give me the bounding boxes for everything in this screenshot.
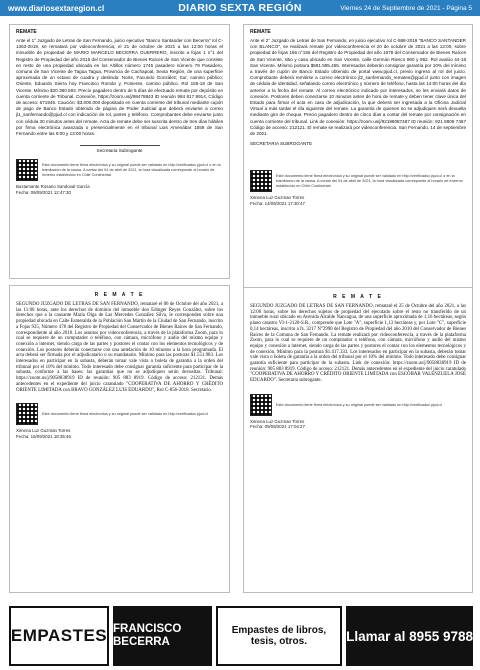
- signer-name: Ximena Luz Guzman Torres: [16, 428, 71, 434]
- notice-body: SEGUNDO JUZGADO DE LETRAS DE SAN FERNANDO, remataré el 25 de Octubre del año 2021, a las 12:00 horas, sobre los derechos sujetos de propiedad del ejecutado sobre el resto no transferido de un inmueble rural ubicado en Avenida Alcalde Nancagua, de una superficie aproximada de 1,16 hectáreas, según plano catastro VI-1-2120-S.R., comprende que Lote "A", superficie 1,13 hectáreas y, por Lote "C", superficie 0,14 hectáreas, inscrito a fs. 3217 N°2990 del Registro de Propiedad del año 2010 del Conservador de Bienes Raíces de la Comuna de San Fernando. La remate realizará por videoconferencia, a través de la plataforma Zoom, para lo cual se requiere de un computador o teléfono, con cámara, micrófono y audio del mismo equipo y conexión a internet, siendo carga de las partes y postores el contar con los elementos tecnológicos y de conexión. Mínimo para la postura $1.417.333. Los interesados en participar en la subasta, deberán tomar vale vista o boleta de garantía a la orden del tribunal por el 10% del mínimo. Todo interesado debe consignar garantía suficiente para participar de la subasta. Link de conexión: https://zoom.us/j/9058838919 ID de reunión: 905 883 8919. Código de acceso: 212121. Demás antecedentes en el expediente del juicio caratulado "COOPERATIVA DE AHORRO Y CRÉDITO ORIENTE LIMITADA con ESCOBAR VALENZUELA JOSÉ EDUARDO". Secretaria subrogante.: [250, 304, 466, 384]
- signer-name: Ximena Luz Guzman Torres: [250, 195, 305, 201]
- signature-block: [250, 141, 466, 146]
- signer-title: Secretaria Subrogante: [96, 148, 143, 154]
- notice-body: Ante el 2° Juzgado de Letras de San Fernando, en juicio ejecutivo rol C-588-2019 "BANCO SANTANDER con BLANCO", se realizará remate por videoconferencia el 20 de octubre de 2021 a las 12:00, sobre propiedad de fojas 186 n°155 del Registro de Propiedad del año 1978 del Conservador de Bienes Raíces de San Vicente, sitio y casa ubicado en San Vicente, calle Germán Riesco 960 y 962. Rol avalúo 44-18 San Vicente. Mínimo postura $591.595.455. Interesados deberán consignar garantía por 10% del mínimo a través de cupón de Banco Estado obtenido de portal www.pjud.cl, previo ingreso al rol del juicio. Comprobante deberá remitirse a correo electrónico jl2_sanfernando_remates@pjud.cl junto con imagen de cédula de identidad, señalando correo electrónico y número de teléfono, hasta las 14:00 horas del día anterior a la fecha del remate. Al correo electrónico indicado por interesados, se les enviará datos de conexión. Postores deben conectarse 10 minutos antes de hora de remate y deben tener clave única del Estado para firmar el acta en caso de adjudicación, la que deberá ser ingresada a la Oficina Judicial Virtual a más tardar el día siguiente del remate. La garantía de quienes no se adjudiquen será devuelta mediante giro de cheque. Precio pagadero dentro de cinco días a contar del remate por consignación en cuenta corriente del tribunal. Link de conexión: https://zoom.us/j/92188087467 ID reunión: 921 8808 7467 Código de acceso: 212121. El remate se realizará por videoconferencia. San Fernando, 14 de septiembre de 2021.: [250, 38, 466, 137]
- site-url: www.diariosextaregion.cl: [8, 3, 105, 13]
- notice-title: R E M A T E: [333, 294, 383, 300]
- ad-brand: EMPASTES: [9, 606, 109, 666]
- signature-block: [16, 145, 223, 153]
- signed-date: Fecha: 14/09/2021 17:30:47: [250, 200, 305, 206]
- e-signature-stamp: [16, 159, 223, 181]
- advertisement-banner: [9, 606, 473, 666]
- signer-name: Ximena Luz Guzman Torres: [250, 418, 305, 424]
- e-signature-stamp: [16, 403, 223, 425]
- notice-remate-3: [9, 285, 230, 593]
- signer-name: Bustamante Rosario Sandoval García: [16, 184, 90, 190]
- notice-title: R E M A T E: [94, 292, 145, 298]
- stamp-text: Este documento tiene firma electrónica y su original puede ser validado en http://verificadoc.pjud.cl o en la tramitación de la causa. A contar del 04 de abril de 2021, la hora visualizada corresponde al horario de invierno establecido en Chile Continental.: [276, 174, 463, 188]
- ad-owner: FRANCISCO BECERRA: [113, 606, 212, 666]
- page-header: [0, 0, 480, 16]
- signed-date: Fecha: 09/09/2021 17:04:27: [250, 424, 305, 430]
- notice-body: Ante el 1° Juzgado de Letras de San Fernando, juicio ejecutivo "Banco Santander con Becerra" rol C-1363-2019, se rematará por videoconferencia, el 21 de octubre de 2021 a las 12:00 horas el inmueble de propiedad de MARIO MARCELO BECERRA GUERRERO, inscrito a fojas 1 n°1 del Registro de Propiedad del año 2015 del Conservador de Bienes Raíces de San Vicente que consiste en resto de una propiedad ubicada en los Altillos número 1745 pasadero número 79 Pasadero, comuna de San Vicente de Tagua Tagua, Provincia de Cachapoal, Sexta Región, de una superficie aproximada de un octavo de cuadra y deslinda: Norte, Facundo González; Sur, camino público; Oriente, Eduardo Sierra hoy Francisco Román y, Poniente, camino público. Rol 155-18 de San Vicente. Mínimo $20.380.593. Precio pagadero dentro de 5 días de efectuado remate por depósito en cuenta corriente de Tribunal. Conexión, https://zoom.us/j/98478843 ID reunión 984 817 8914, Código de acceso: 671946. Caución: $3.000.000 depositado en cuenta corriente del tribunal mediante cupón de pago de Banco Estado obtenido de página de Poder Judicial que deberá enviarse a correo jl1_sanfernando@pjud.cl con indicación de rol, partes y teléfono. Comprobantes debe enviarse junto con cédula 30 minutos antes del remate. Acta de remate debe ser suscrita dentro de tres días hábiles por firma electrónica avanzada o presencialmente en el tribunal Luis Amenábar 1559 de San Fernando entre las 9:00 y 13:00 horas.: [16, 38, 223, 137]
- signed-date: Fecha: 09/09/2021 12:47:30: [16, 189, 71, 195]
- notice-title: REMATE: [16, 29, 37, 35]
- newspaper-name: DIARIO SEXTA REGIÓN: [178, 2, 302, 14]
- ad-phone-text: Llamar al 8955 9788: [346, 628, 473, 644]
- qr-code-icon: [250, 394, 272, 416]
- ad-service: Empastes de libros, tesis, otros.: [216, 606, 342, 666]
- stamp-text: Este documento tiene firma electrónica y su original puede ser validado en http://verificadoc.pjud.cl: [42, 411, 209, 416]
- ad-phone: [346, 606, 473, 666]
- notice-title: REMATE: [250, 29, 271, 35]
- notice-body: SEGUNDO JUZGADO DE LETRAS DE SAN FERNANDO, remataré el 06 de Octubre del año 2021, a las 11:00 horas, ante los derechos de dominio del inmueble don Edinger Reyes González, sobre los derechos que a la causante María Olga de Las Mercedes González Silva, le corresponden sobre una propiedad ubicada en Calle Esmeralda de la Población San Martín de la Ciudad de San Fernando, inscrito a Fojas 935, Número 478 del Registro de Propiedad del Conservador de Bienes Raíces de San Fernando, correspondiente al año 2018. Los asuntos por videoconferencia, a través de la plataforma Zoom, para lo cual se requiere de un computador o teléfono, con cámara, micrófono y audio del mismo equipo y conexión a internet, siendo carga de las partes y postores el contar con los elementos tecnológicos y de conexión. Los postores deberán conectarse con una antelación de 10 minutos a la hora programada. El acta deberá ser firmada por el adjudicatario o su mandatario. Mínimo para las posturas $1.551.983. Los interesados en participar en la subasta, deberán tomar vale vista o boleta de garantía a la orden del tribunal por el 10% del mínimo. Todo interesado debe consignar garantía suficiente para participar de la subasta, conforme a las bases; las garantías que no se adjudiquen serán devueltas. Tribunal: https://zoom.us/j/9058838919 ID de reunión: 905 883 8919. Código de acceso: 212121. Demás antecedentes en el expediente del juicio caratulado "COOPERATIVA DE AHORRO Y CRÉDITO ORIENTE LIMITADA con BRAVO GONZÁLEZ LUIS EDUARDO", Rol C-856-2018. Secretario.: [16, 302, 223, 393]
- stamp-text: Este documento tiene firma electrónica y su original puede ser validado en http://verificadoc.pjud.cl: [276, 402, 443, 407]
- qr-code-icon: [16, 159, 38, 181]
- qr-code-icon: [16, 403, 38, 425]
- notice-remate-1: [9, 24, 230, 279]
- notice-remate-2: [243, 24, 473, 304]
- signed-date: Fecha: 15/09/2021 18:35:46: [16, 433, 71, 439]
- e-signature-stamp: [250, 394, 466, 416]
- qr-code-icon: [250, 170, 272, 192]
- signer-title: SECRETARIA SUBROGANTE: [250, 141, 313, 147]
- notice-remate-4: [243, 287, 473, 593]
- e-signature-stamp: [250, 170, 466, 192]
- page-date: Viernes 24 de Septiembre de 2021 - Página 5: [340, 4, 472, 12]
- signature-line: [80, 145, 160, 146]
- stamp-text: Este documento tiene firma electrónica y su original puede ser validado en http://verificadoc.pjud.cl o en la tramitación de la causa. A contar del 04 de abril de 2021, la hora visualizada corresponde al horario de invierno establecido en Chile Continental.: [42, 163, 221, 177]
